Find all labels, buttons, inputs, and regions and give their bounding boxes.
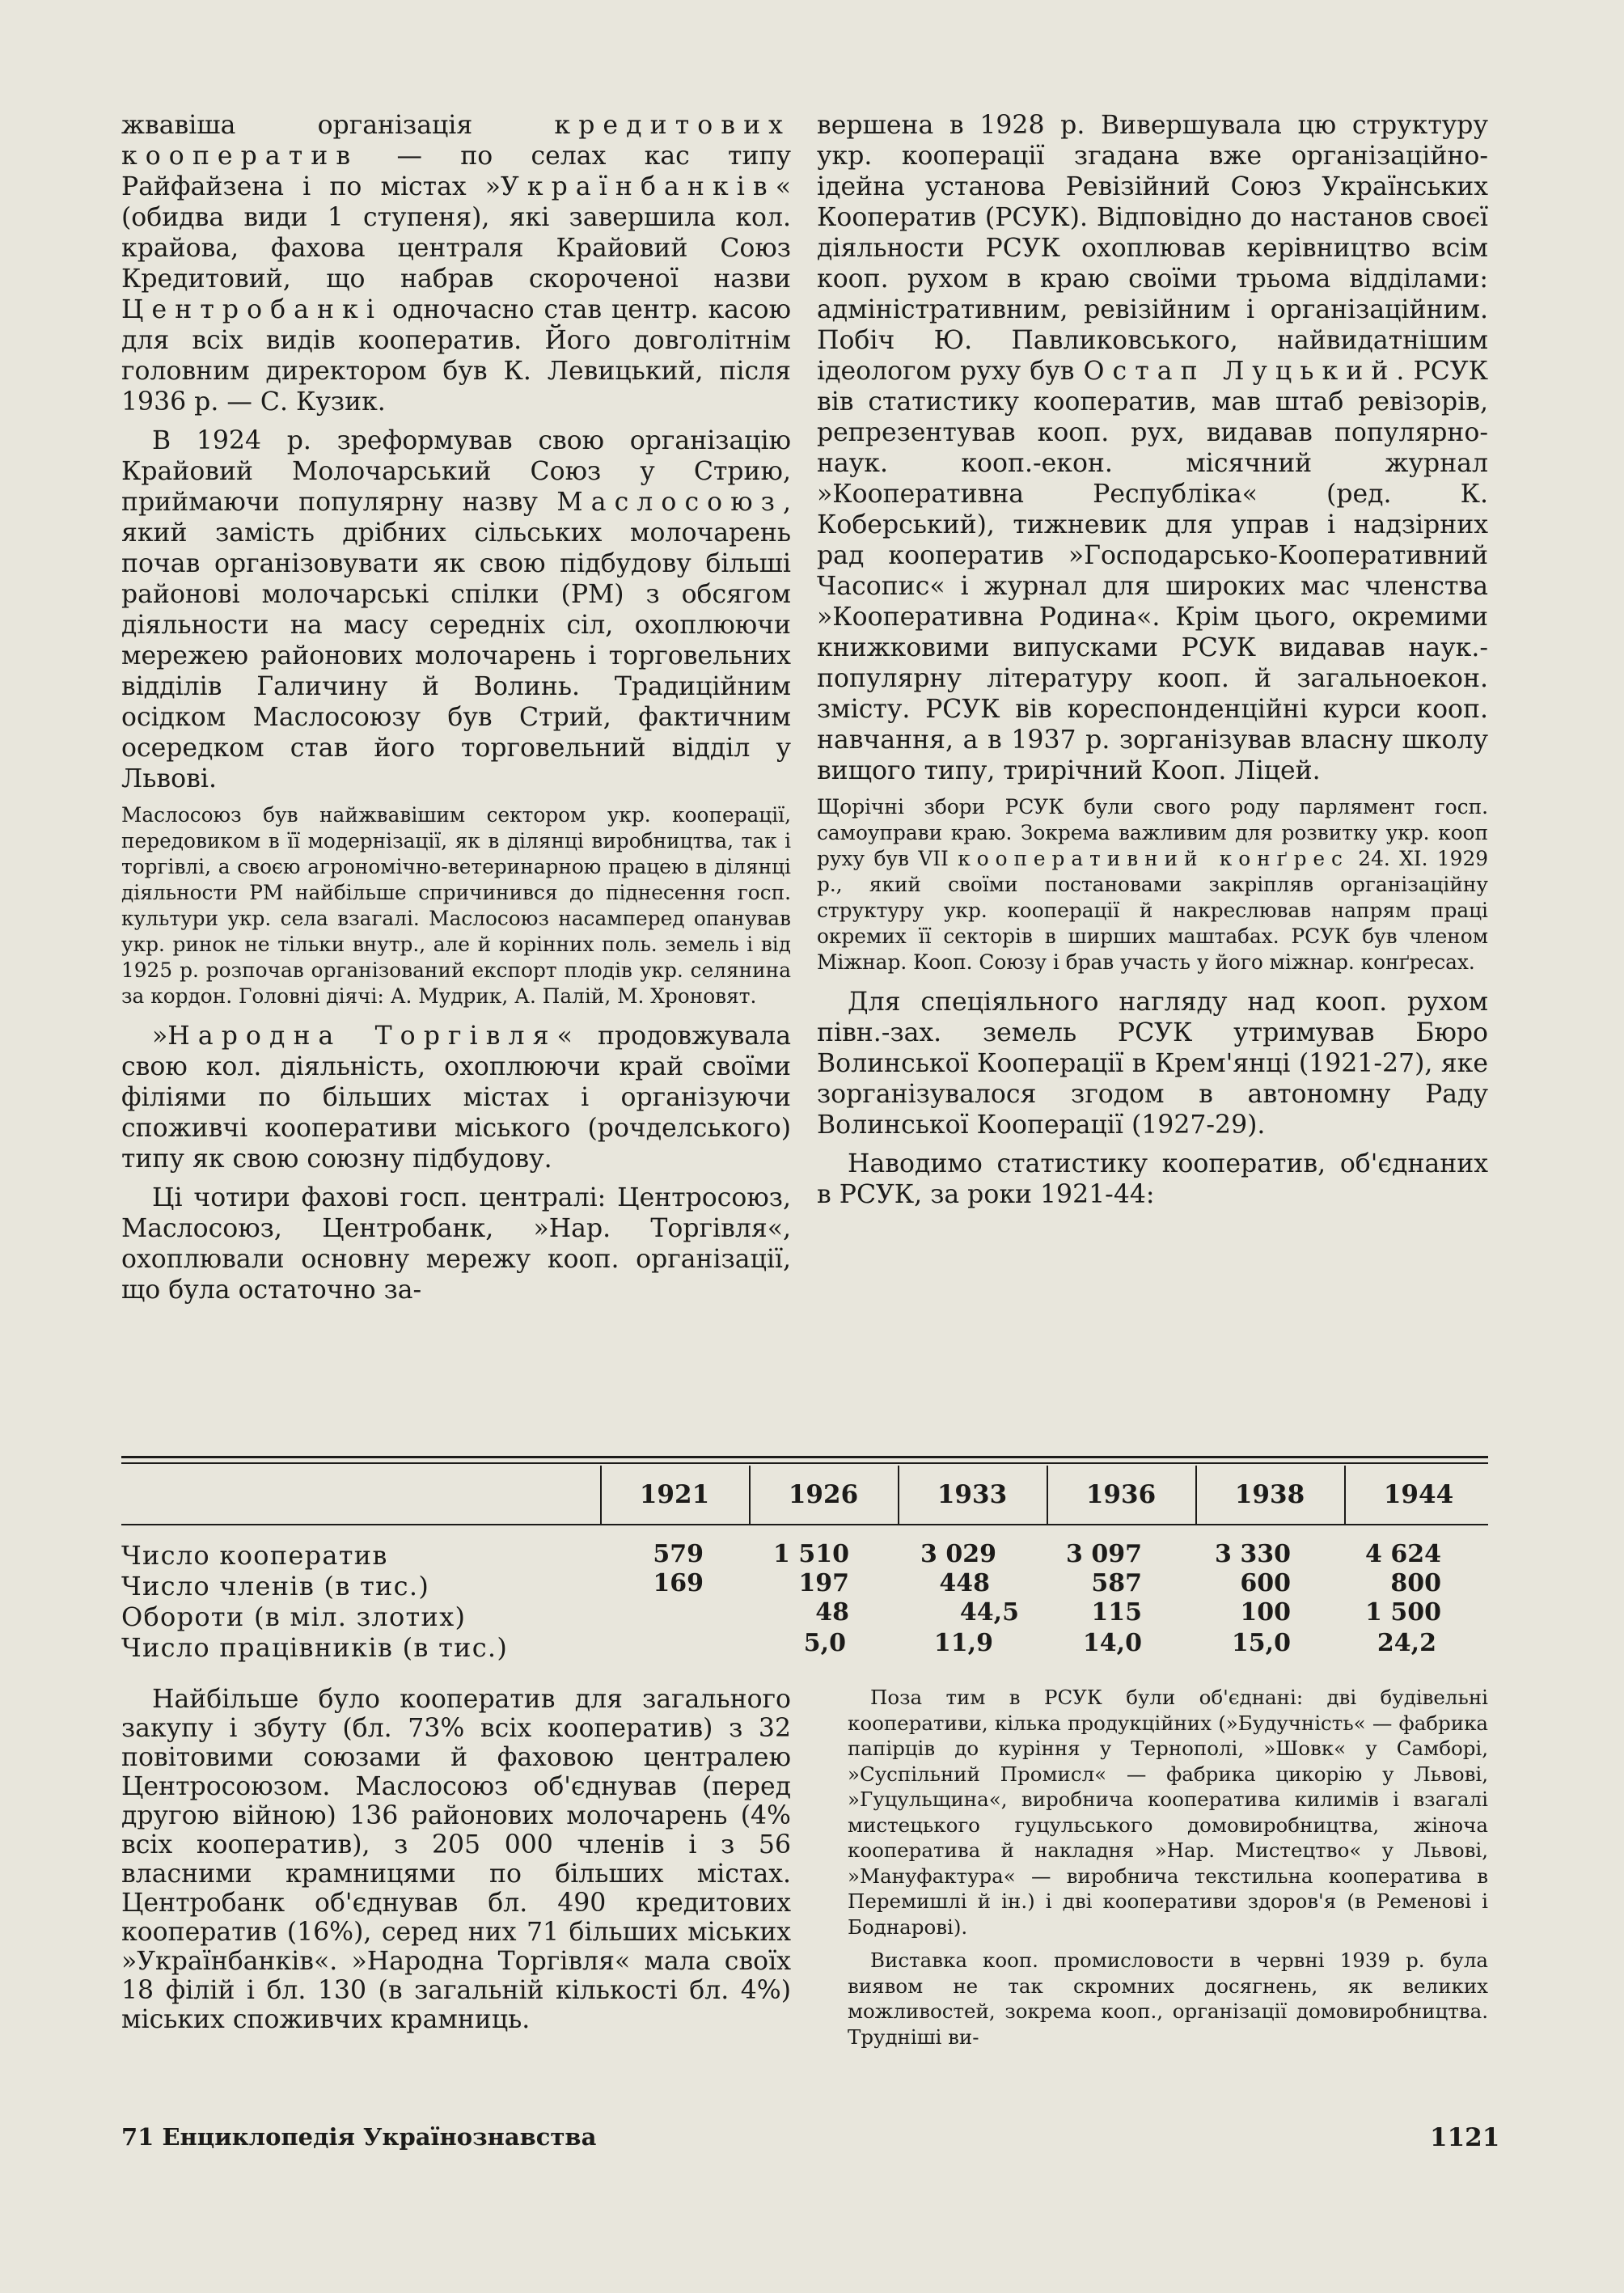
table-cell: 44,5 (959, 1598, 1019, 1627)
text-run: » (152, 1022, 168, 1051)
text-run: , який замість дрібних сільських молочарень почав організовувати як свою підбудову більші районові молочарські спілки (РМ) з обсягом діяльности на масу середніх сіл, охоплюючи мережею районових молочарень і торговельних відділів Галичину й Волинь. Традиційним осідком Маслосоюзу був Стрий, фактичним осередком став його торговельний відділ у Львові. (121, 488, 791, 793)
row-label: Число кооператив (121, 1540, 388, 1571)
year-header: 1933 (937, 1480, 1008, 1509)
table-cell: 448 (939, 1569, 990, 1597)
paragraph-credit-cooperatives (121, 110, 791, 417)
signature-mark: 71 Енциклопедія Українознавства (121, 2123, 597, 2151)
table-cell: 15,0 (1231, 1629, 1291, 1657)
table-cell: 100 (1240, 1598, 1291, 1627)
row-label: Обороти (в міл. злотих) (121, 1601, 467, 1632)
spaced-term: Остап Луцький (1083, 357, 1397, 386)
year-header: 1926 (788, 1480, 859, 1509)
text-run: одночасно став центр. касою для всіх видів кооператив. Його довголітнім головним директором був К. Левицький, після 1936 р. — С. Кузик. (121, 295, 791, 417)
text-run: « (обидва види 1 ступеня), які завершила кол. крайова, фахова централя Крайовий Союз Кредитовий, що набрав скороченої назви (121, 172, 791, 294)
lower-left-column (121, 1685, 791, 2042)
spaced-term: кооперативний конґрес (958, 847, 1349, 870)
table-cell: 600 (1240, 1569, 1291, 1597)
rsuk-statistics-table (121, 1456, 1488, 1668)
page-number: 1121 (1430, 2123, 1500, 2152)
text-run: — по селах кас типу Райфайзена і по містах » (121, 142, 791, 201)
table-cell: 5,0 (803, 1629, 846, 1657)
spaced-term: Центробанкі (121, 295, 383, 324)
paragraph-four-centrals: Ці чотири фахові госп. централі: Центросоюз, Маслосоюз, Центробанк, »Нар. Торгівля«, охоплювали основну мережу кооп. організації, що була остаточно за- (121, 1183, 791, 1305)
paragraph-narodna-torhivlia (121, 1021, 791, 1174)
paragraph-rsuk (817, 110, 1488, 786)
text-run: В 1924 р. зреформував свою організацію Крайовий Молочарський Союз у Стрию, приймаючи популярну назву (121, 426, 791, 517)
table-cell: 14,0 (1082, 1629, 1142, 1657)
paragraph-statistics-intro: Наводимо статистику кооператив, об'єднаних в РСУК, за роки 1921-44: (817, 1149, 1488, 1209)
table-cell: 1 510 (773, 1540, 849, 1568)
table-cell: 3 097 (1066, 1540, 1142, 1568)
table-cell: 800 (1390, 1569, 1441, 1597)
left-column (121, 110, 791, 1314)
text-run: жвавіша організація (121, 111, 555, 140)
year-header: 1938 (1234, 1480, 1305, 1509)
year-header: 1921 (639, 1480, 710, 1509)
table-cell: 3 029 (920, 1540, 996, 1568)
table-cell: 24,2 (1377, 1629, 1436, 1657)
row-label: Число членів (в тис.) (121, 1571, 430, 1601)
table-top-rule (121, 1456, 1488, 1458)
table-cell: 169 (653, 1569, 704, 1597)
table-cell: 1 500 (1365, 1598, 1441, 1627)
paragraph-maslosoyuz (121, 425, 791, 794)
year-header: 1936 (1085, 1480, 1157, 1509)
table-top-rule-inner (121, 1462, 1488, 1464)
table-cell: 197 (798, 1569, 849, 1597)
table-cell: 115 (1091, 1598, 1142, 1627)
right-column (817, 110, 1488, 1218)
paragraph-cooperative-shares: Найбільше було кооператив для загального закупу і збуту (бл. 73% всіх кооператив) з 32 повітовими союзами й фаховою централею Центросоюзом. Маслосоюз об'єднував (перед другою війною) 136 районових молочарень (4% всіх кооператив), з 205 000 членів і з 56 власними крамницями по більших містах. Центробанк об'єднував бл. 490 кредитових кооператив (16%), серед них 71 більших міських »Українбанків«. »Народна Торгівля« мала своїх 18 філій і бл. 130 (в загальній кількості бл. 4%) міських споживчих крамниць. (121, 1685, 791, 2034)
spaced-term: Маслосоюз (556, 488, 783, 517)
table-cell: 587 (1091, 1569, 1142, 1597)
table-cell: 48 (815, 1598, 849, 1627)
paragraph-congress-note (817, 794, 1488, 975)
table-cell: 4 624 (1365, 1540, 1441, 1568)
spaced-term: Народна Торгівля (167, 1022, 557, 1051)
paragraph-volyn-bureau: Для спеціяльного нагляду над кооп. рухом півн.-зах. земель РСУК утримував Бюро Волинської Кооперації в Крем'янці (1921-27), яке зорганізувалося згодом в автономну Раду Волинської Кооперації (1927-29). (817, 988, 1488, 1140)
paragraph-exhibition-1939: Виставка кооп. промисловости в червні 1939 р. була виявом не так скромних досягнень, як великих можливостей, зокрема кооп., організації домовиробництва. Трудніші ви- (848, 1948, 1488, 2049)
row-label: Число працівників (в тис.) (121, 1632, 509, 1663)
table-cell: 3 330 (1215, 1540, 1291, 1568)
lower-right-column (848, 1685, 1488, 2058)
spaced-term: кредитових кооператив (121, 111, 791, 171)
text-run: « продовжувала свою кол. діяльність, охоплюючи край своїми філіями по більших містах і організуючи споживчі кооперативи міського (рочделського) типу як свою союзну підбудову. (121, 1022, 791, 1174)
text-run: вершена в 1928 р. Вивершувала цю структуру укр. кооперації згадана вже організаційно-ідейна установа Ревізійний Союз Українських Кооператив (РСУК). Відповідно до настанов своєї діяльности РСУК охоплював керівництво всім кооп. рухом в краю своїми трьома відділами: адміністративним, ревізійним і організаційним. Побіч Ю. Павликовського, найвидатнішим ідеологом руху був (817, 111, 1488, 386)
text-run: . РСУК вів статистику кооператив, мав штаб ревізорів, репрезентував кооп. рух, видавав популярно-наук. кооп.-екон. місячний журнал »Кооперативна Республіка« (ред. К. Коберський), тижневик для управ і надзірних рад кооператив »Господарсько-Кооперативний Часопис« і журнал для широких мас членства »Кооперативна Родина«. Крім цього, окремими книжковими випусками РСУК видавав наук.-популярну літературу кооп. й загальноекон. змісту. РСУК вів кореспонденційні курси кооп. навчання, а в 1937 р. зорганізував власну школу вищого типу, трирічний Кооп. Ліцей. (817, 357, 1488, 785)
paragraph-maslosoyuz-note: Маслосоюз був найжвавішим сектором укр. кооперації, передовиком в її модернізації, як в ділянці виробництва, так і торгівлі, а своєю агрономічно-ветеринарною працею в ділянці діяльности РМ найбільше спричинився до піднесення госп. культури укр. села взагалі. Маслосоюз насамперед опанував укр. ринок не тільки внутр., але й корінних поль. земель і від 1925 р. розпочав організований експорт плодів укр. селянина за кордон. Головні діячі: А. Мудрик, А. Палій, М. Хроновят. (121, 803, 791, 1008)
spaced-term: Українбанків (501, 172, 776, 201)
text-run: Щорічні збори РСУК були свого роду парлямент госп. самоуправи краю. Зокрема важливим для розвитку укр. кооп руху був VII (817, 795, 1488, 870)
table-header-rule (121, 1524, 1488, 1525)
table-cell: 579 (653, 1540, 704, 1568)
text-run: 24. XI. 1929 р., який своїми постановами закріпляв організаційну структуру укр. кооперації й накреслював напрям праці окремих її секторів в ширших маштабах. РСУК був членом Міжнар. Кооп. Союзу і брав участь у його міжнар. конґресах. (817, 847, 1489, 974)
paragraph-other-cooperatives: Поза тим в РСУК були об'єднані: дві будівельні кооперативи, кілька продукційних (»Будучність« — фабрика папірців до куріння у Тернополі, »Шовк« у Самборі, »Суспільний Промисл« — фабрика цикорію у Львові, »Гуцульщина«, виробнича кооператива килимів і взагалі мистецького гуцульського домовиробництва, жіноча кооператива й накладня »Нар. Мистецтво« у Львові, »Мануфактура« — виробнича текстильна кооператива в Перемишлі й ін.) і дві кооперативи здоров'я (в Ременові і Боднарові). (848, 1686, 1488, 1939)
table-cell: 11,9 (933, 1629, 993, 1657)
year-header: 1944 (1383, 1480, 1454, 1509)
